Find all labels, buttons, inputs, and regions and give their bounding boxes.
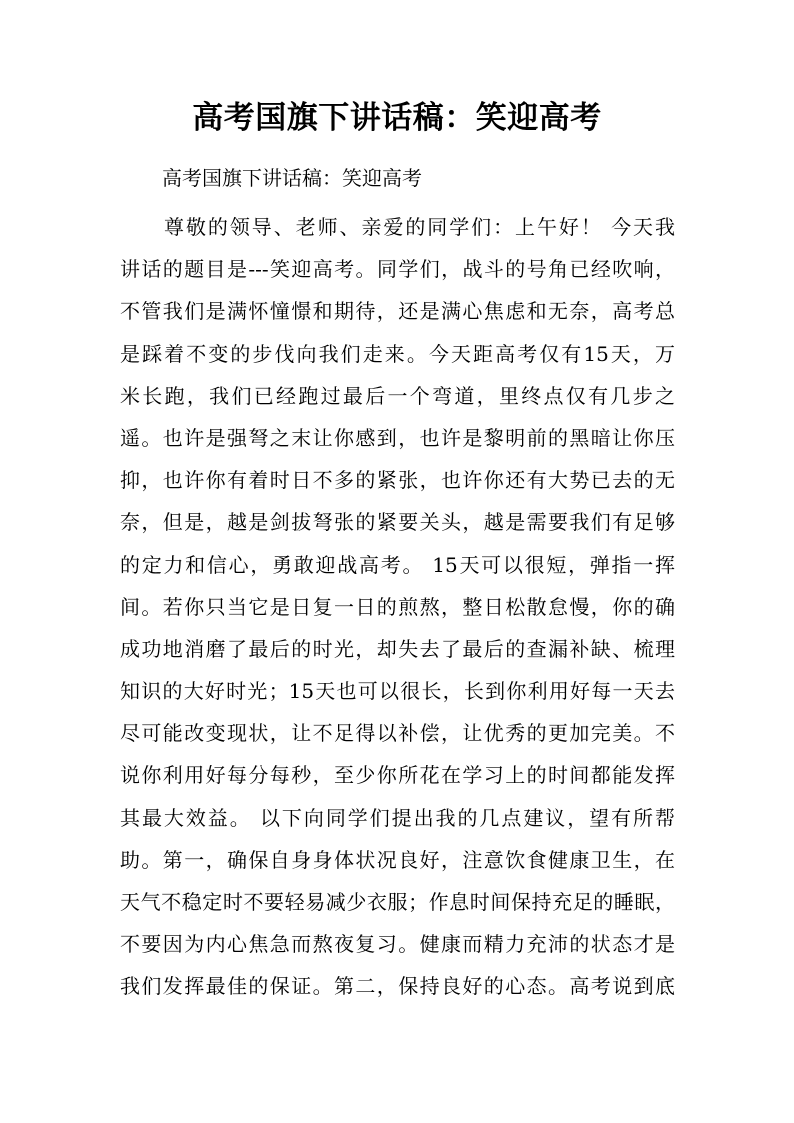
body-line: 不管我们是满怀憧憬和期待，还是满心焦虑和无奈，高考总 <box>120 299 675 324</box>
body-line: 的定力和信心，勇敢迎战高考。 15天可以很短，弹指一挥 <box>120 552 675 577</box>
body-line: 米长跑，我们已经跑过最后一个弯道，里终点仅有几步之 <box>120 383 675 408</box>
body-line: 遥。也许是强弩之末让你感到，也许是黎明前的黑暗让你压 <box>120 425 675 450</box>
body-line: 成功地消磨了最后的时光，却失去了最后的查漏补缺、梳理 <box>120 636 675 661</box>
body-line: 间。若你只当它是日复一日的煎熬，整日松散怠慢，你的确 <box>120 594 675 619</box>
body-line: 尊敬的领导、老师、亲爱的同学们：上午好！ 今天我 <box>164 215 675 239</box>
body-line: 其最大效益。 以下向同学们提出我的几点建议，望有所帮 <box>120 805 675 830</box>
body-line: 不要因为内心焦急而熬夜复习。健康而精力充沛的状态才是 <box>120 932 675 957</box>
document-title: 高考国旗下讲话稿：笑迎高考 <box>192 100 602 136</box>
body-line: 尽可能改变现状，让不足得以补偿，让优秀的更加完美。不 <box>120 721 675 746</box>
body-line: 助。第一，确保自身身体状况良好，注意饮食健康卫生，在 <box>120 847 675 872</box>
body-line: 说你利用好每分每秒，至少你所花在学习上的时间都能发挥 <box>120 763 675 788</box>
document-subtitle: 高考国旗下讲话稿：笑迎高考 <box>162 166 422 190</box>
body-line: 讲话的题目是---笑迎高考。同学们，战斗的号角已经吹响， <box>120 257 675 282</box>
body-line: 我们发挥最佳的保证。第二，保持良好的心态。高考说到底 <box>120 974 675 999</box>
body-line: 奈，但是，越是剑拔弩张的紧要关头，越是需要我们有足够 <box>120 510 675 535</box>
body-line: 天气不稳定时不要轻易减少衣服；作息时间保持充足的睡眠， <box>120 890 675 914</box>
body-line: 是踩着不变的步伐向我们走来。今天距高考仅有15天，万 <box>120 341 675 366</box>
body-line: 知识的大好时光；15天也可以很长，长到你利用好每一天去 <box>120 679 675 704</box>
body-line: 抑，也许你有着时日不多的紧张，也许你还有大势已去的无 <box>120 468 675 493</box>
document-body <box>120 206 675 1008</box>
